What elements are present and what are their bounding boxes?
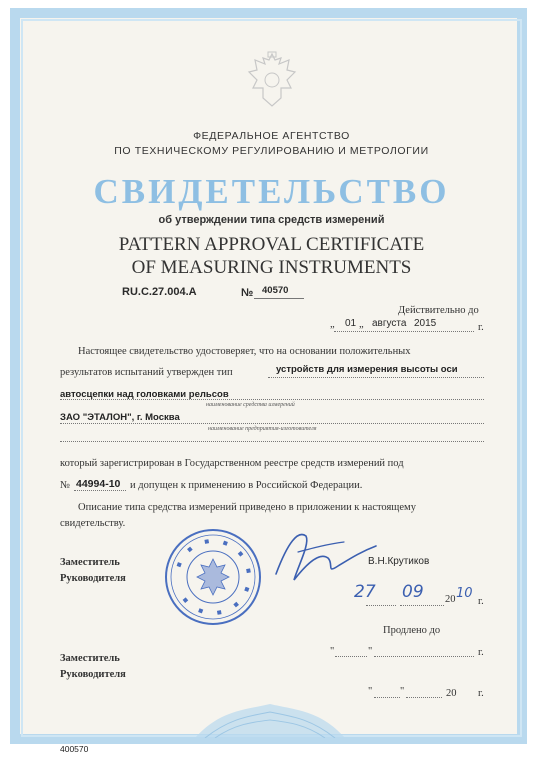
valid-quote-open: „ bbox=[330, 319, 335, 330]
body-para2-line1: Описание типа средства измерений приведено в приложении к настоящему bbox=[78, 502, 416, 513]
instrument-dots-1 bbox=[268, 377, 484, 378]
official-seal bbox=[163, 527, 263, 627]
date-dots-1 bbox=[366, 605, 396, 606]
ext-quote-1: " bbox=[330, 646, 335, 657]
agency-line-2: ПО ТЕХНИЧЕСКОМУ РЕГУЛИРОВАНИЮ И МЕТРОЛОГИИ bbox=[114, 145, 429, 157]
valid-date-dots bbox=[334, 331, 474, 332]
manufacturer-caption: наименование предприятия-изготовителя bbox=[208, 426, 317, 432]
valid-year-suffix: г. bbox=[478, 322, 484, 333]
bottom-dots-1 bbox=[374, 697, 400, 698]
decorative-guilloche-band bbox=[195, 700, 345, 738]
registration-code: RU.C.27.004.A bbox=[122, 286, 197, 298]
handwritten-signature bbox=[268, 522, 383, 592]
valid-day: 01 bbox=[345, 318, 357, 329]
date-suffix: г. bbox=[478, 596, 484, 607]
english-title-line-2: OF MEASURING INSTRUMENTS bbox=[131, 257, 412, 278]
body-para2-line2: свидетельству. bbox=[60, 518, 126, 529]
registry-number: 44994-10 bbox=[76, 478, 121, 490]
certificate-title: СВИДЕТЕЛЬСТВО bbox=[93, 172, 450, 211]
bottom-dots-2 bbox=[406, 697, 442, 698]
bottom-year: 20 bbox=[446, 688, 457, 699]
signatory-name: В.Н.Крутиков bbox=[368, 556, 430, 567]
instrument-name-line1: устройств для измерения высоты оси bbox=[276, 364, 458, 375]
body-para1-line2: результатов испытаний утвержден тип bbox=[60, 367, 233, 378]
deputy-label-1: Заместитель bbox=[60, 557, 120, 568]
ext-quote-2: " bbox=[368, 646, 373, 657]
registration-number-underline bbox=[254, 298, 304, 299]
bottom-quote-2: " bbox=[400, 686, 405, 697]
handwritten-year: 10 bbox=[456, 586, 473, 601]
registry-line: который зарегистрирован в Государственном реестре средств измерений под bbox=[60, 458, 404, 469]
instrument-dots-2 bbox=[60, 399, 484, 400]
date-year-prefix: 20 bbox=[445, 594, 456, 605]
handwritten-day: 27 bbox=[354, 582, 376, 602]
ext-suffix: г. bbox=[478, 647, 484, 658]
admission-text: и допущен к применению в Российской Федерации. bbox=[130, 480, 363, 491]
bottom-suffix: г. bbox=[478, 688, 484, 699]
valid-until-label: Действительно до bbox=[398, 305, 479, 316]
registration-number: 40570 bbox=[262, 285, 289, 296]
instrument-name-line2: автосцепки над головками рельсов bbox=[60, 389, 229, 400]
english-title-line-1: PATTERN APPROVAL CERTIFICATE bbox=[118, 234, 425, 255]
valid-year: 2015 bbox=[414, 318, 437, 329]
deputy2-label-1: Заместитель bbox=[60, 653, 120, 664]
body-para1-line1: Настоящее свидетельство удостоверяет, что на основании положительных bbox=[78, 346, 411, 357]
bottom-quote-1: " bbox=[368, 686, 373, 697]
footer-serial-number: 400570 bbox=[60, 744, 89, 754]
extended-label: Продлено до bbox=[383, 625, 441, 636]
coat-of-arms-emblem bbox=[245, 50, 299, 112]
valid-quote-close: „ bbox=[359, 319, 364, 330]
instrument-caption: наименование средства измерений bbox=[206, 402, 295, 408]
registry-number-prefix: № bbox=[60, 480, 71, 491]
certificate-inner-border bbox=[21, 19, 522, 737]
date-dots-2 bbox=[400, 605, 444, 606]
registration-number-label: № bbox=[241, 287, 254, 299]
handwritten-month: 09 bbox=[402, 582, 424, 602]
extra-dots bbox=[60, 441, 484, 442]
ext-dots-1 bbox=[335, 656, 367, 657]
ext-dots-2 bbox=[374, 656, 474, 657]
manufacturer-dots bbox=[60, 423, 484, 424]
agency-line-1: ФЕДЕРАЛЬНОЕ АГЕНТСТВО bbox=[193, 130, 350, 142]
certificate-subtitle: об утверждении типа средств измерений bbox=[158, 214, 385, 226]
registry-number-dots bbox=[74, 490, 126, 491]
valid-month: августа bbox=[372, 318, 407, 329]
deputy-label-2: Руководителя bbox=[60, 573, 126, 584]
deputy2-label-2: Руководителя bbox=[60, 669, 126, 680]
manufacturer-name: ЗАО "ЭТАЛОН", г. Москва bbox=[60, 412, 180, 423]
